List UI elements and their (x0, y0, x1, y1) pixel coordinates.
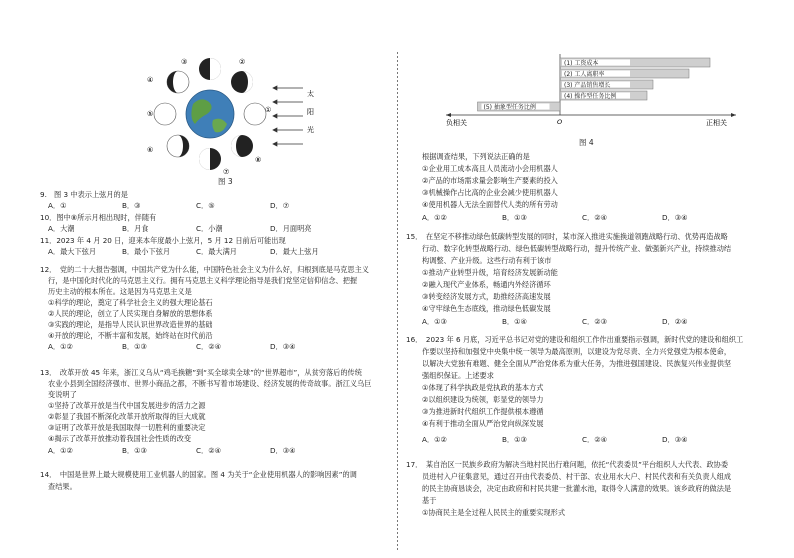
q10-stem: 10．图中⑧所示月相出现时，伴随有 (40, 213, 157, 222)
q12-option-d[interactable]: D．③④ (270, 342, 296, 351)
q15-option-b[interactable]: B．①④ (502, 317, 528, 326)
q11-options (48, 247, 344, 256)
moon-phase-1 (244, 103, 266, 125)
q11-option-a[interactable]: A．最大下弦月 (48, 247, 97, 256)
q14-option-d[interactable]: D．③④ (662, 213, 688, 222)
moon-phase-5 (154, 103, 176, 125)
q16-option-c[interactable]: C．②④ (582, 435, 608, 444)
q12-option-a[interactable]: A．①② (48, 342, 73, 351)
label-6: ⑥ (147, 146, 154, 154)
moon-phase-7 (199, 148, 221, 170)
moon-phase-8 (231, 135, 253, 157)
label-7: ⑦ (223, 168, 230, 176)
q11-option-d[interactable]: D．最大上弦月 (270, 247, 319, 256)
left-column: ① ② ③ ④ ⑤ ⑥ ⑦ ⑧ 太 阳 光 图 3 9. 图 3 中表示上弦月的是 A．① B．③ C．⑤ D．⑦ 10．图中⑧所示月相出现时，伴随有 A．大潮 B．月食 C．小潮 D．月面明亮 11．2023 年 4 月 20 日，迎来本年度最小上弦月，5 月 12 日前后可能出现 A．最大下弦月 B．最小下弦月 C．最大满月 D．最大上弦月 12． 党的二十大报告强调，中国共产党为什么能，中国特色社会主义为什么好，归根到底是马克思主义 行，是中国化时代化的马克思主义行。拥有马克思主义科学理论指导是我们党坚定信仰信念、把握 历史主动的根本所在。这是因为马克思主义是 ①科学的理论，奠定了科学社会主义的强大理论基石 ②人民的理论，创立了人民实现自身解放的思想体系 ③实践的理论，是指导人民认识世界改造世界的基础 ④开放的理论，不断丰富和发展，始终站在时代前沿 A．①② B．①③ C．②④ D．③④ 13． 改革开放 45 年来，浙江义乌从“鸡毛换糖”到“买全球卖全球”的“世界超市”，从贫穷落后的传统 农业小县到全国经济强市、世界小商品之都，不断书写着市场建设、经济发展的传奇故事。浙江义乌巨 变说明了 ①坚持了改革开放是当代中国发展进步的活力之源 ②彰显了我国不断深化改革开放所取得的巨大成就 ③证明了改革开放是我国取得一切胜利的重要决定 ④揭示了改革开放推动着我国社会性质的改变 A．①② B．①③ C．②④ D．③④ 14． 中国是世界上最大规模使用工业机器人的国家。图 4 为关于“企业使用机器人的影响因素”的调 查结果。 (0, 0, 397, 558)
svg-text:光: 光 (307, 126, 314, 134)
q13-option-c[interactable]: C．②④ (196, 446, 222, 455)
x-axis-left-arrow (446, 113, 451, 117)
bar-label-1: (1) 工资成本 (564, 59, 599, 67)
sun-arrows (273, 86, 303, 146)
q9-option-a[interactable]: A．① (48, 201, 67, 210)
q16-option-b[interactable]: B．①③ (502, 435, 528, 444)
q9-options (48, 201, 344, 210)
q11-stem: 11．2023 年 4 月 20 日，迎来本年度最小上弦月，5 月 12 日前后可能出现 (40, 236, 286, 245)
right-column: (1) 工资成本 (2) 工人离职率 (3) 产品销售增长 (4) 操作型任务比例 (5) 抽象型任务比例 O 负相关 正相关 图 4 根据调查结果，下列说法正确的是 ①企业用工成本高且人员流动小会用机器人 ②产品的市场需求量会影响生产要素的投入 ③机械操作占比高的企业会减少使用机器人 ④使用机器人无法全面替代人类的所有劳动 A．①② B．①③ C．②④ D．③④ 15． 在坚定不移推动绿色低碳转型发展的同时，某市深入推进实施换道领跑战略行动、优势再造战略 行动、数字化转型战略行动、绿色低碳转型战略行动，提升传统产业、做强新兴产业，持续推动结 构调整、产业升级。这些行动有利于该市 ①推动产业转型升级，培育经济发展新动能 ②融入现代产业体系，畅通内外经济循环 ③转变经济发展方式，助推经济高速发展 ④守牢绿色生态底线，推动绿色低碳发展 A．①③ B．①④ C．②③ D．②④ 16． 2023 年 6 月底，习近平总书记对党的建设和组织工作作出重要指示强调，新时代党的建设和组织工 作要以坚持和加强党中央集中统一领导为最高原则，以建设为党尽责、全力兴党强党为根本使命， 以解决大党独有难题、健全全面从严治党体系为重大任务，为推进强国建设、民族复兴伟业提供坚 强组织保证。上述要求 ①体现了科学执政是党执政的基本方式 ②以组织建设为统领，彰显党的领导力 ③为推进新时代组织工作提供根本遵循 ④有利于推动全面从严治党向纵深发展 A．①② B．①③ C．②④ D．③④ 17． 某自治区一民族乡政府为解决当地村民出行难问题，依托“代表委员”平台组织人大代表、政协委 员进村入户征集意见，通过召开由代表委员、村干部、农业用水大户、村民代表和有关负责人组成 的民主协商恳谈会，决定由政府和村民共建一批灌水池，取得令人满意的效果。该乡政府的做法是 基于 ①协商民主是全过程人民民主的重要实现形式 (398, 0, 794, 558)
bar-label-2: (2) 工人离职率 (564, 70, 605, 78)
svg-text:阳: 阳 (307, 108, 314, 116)
q15-option-d[interactable]: D．②④ (662, 317, 688, 326)
q12-option-b[interactable]: B．①③ (122, 342, 148, 351)
q10-options (48, 224, 344, 233)
q14-option-b[interactable]: B．①③ (502, 213, 528, 222)
q10-option-b[interactable]: B．月食 (122, 224, 149, 233)
q10-option-a[interactable]: A．大潮 (48, 224, 75, 233)
q9-option-c[interactable]: C．⑤ (196, 201, 215, 210)
x-axis-right-arrow (731, 113, 736, 117)
label-2: ② (239, 58, 246, 66)
figure-3-moon-phases (135, 52, 320, 177)
q16-options (422, 435, 742, 444)
label-4: ④ (147, 76, 154, 84)
figure-4-chart (436, 54, 746, 136)
q15-options (422, 317, 742, 326)
moon-phase-4 (167, 71, 189, 93)
moon-phase-6 (167, 135, 189, 157)
q12-option-c[interactable]: C．②④ (196, 342, 222, 351)
bar-label-4: (4) 操作型任务比例 (564, 92, 617, 100)
q13-option-b[interactable]: B．①③ (122, 446, 148, 455)
bar-label-5: (5) 抽象型任务比例 (483, 103, 536, 111)
label-8: ⑧ (255, 156, 262, 164)
q13-option-a[interactable]: A．①② (48, 446, 73, 455)
q12-options (48, 342, 344, 351)
label-3: ③ (181, 58, 188, 66)
label-5: ⑤ (147, 110, 154, 118)
svg-text:太: 太 (307, 90, 314, 98)
moon-phase-2 (231, 71, 253, 93)
q13-option-d[interactable]: D．③④ (270, 446, 296, 455)
q9-stem: 9. 图 3 中表示上弦月的是 (40, 190, 128, 199)
q14-option-a[interactable]: A．①② (422, 213, 447, 222)
bar-label-3: (3) 产品销售增长 (564, 81, 611, 89)
q14-options (422, 213, 742, 222)
q13-options (48, 446, 344, 455)
figure-4-caption: 图 4 (579, 138, 594, 147)
label-1: ① (265, 106, 272, 114)
axis-label-negative: 负相关 (446, 119, 467, 127)
q9-option-d[interactable]: D．⑦ (270, 201, 290, 210)
q10-option-d[interactable]: D．月面明亮 (270, 224, 312, 233)
axis-label-positive: 正相关 (706, 119, 727, 127)
q16-option-d[interactable]: D．③④ (662, 435, 688, 444)
moon-phase-3 (199, 58, 221, 80)
q16-option-a[interactable]: A．①② (422, 435, 447, 444)
q11-option-c[interactable]: C．最大满月 (196, 247, 237, 256)
q15-option-c[interactable]: C．②③ (582, 317, 608, 326)
q15-option-a[interactable]: A．①③ (422, 317, 447, 326)
q11-option-b[interactable]: B．最小下弦月 (122, 247, 171, 256)
q14-option-c[interactable]: C．②④ (582, 213, 608, 222)
figure-3-caption: 图 3 (218, 177, 233, 186)
axis-origin: O (557, 118, 563, 126)
q9-option-b[interactable]: B．③ (122, 201, 141, 210)
q10-option-c[interactable]: C．小潮 (196, 224, 223, 233)
